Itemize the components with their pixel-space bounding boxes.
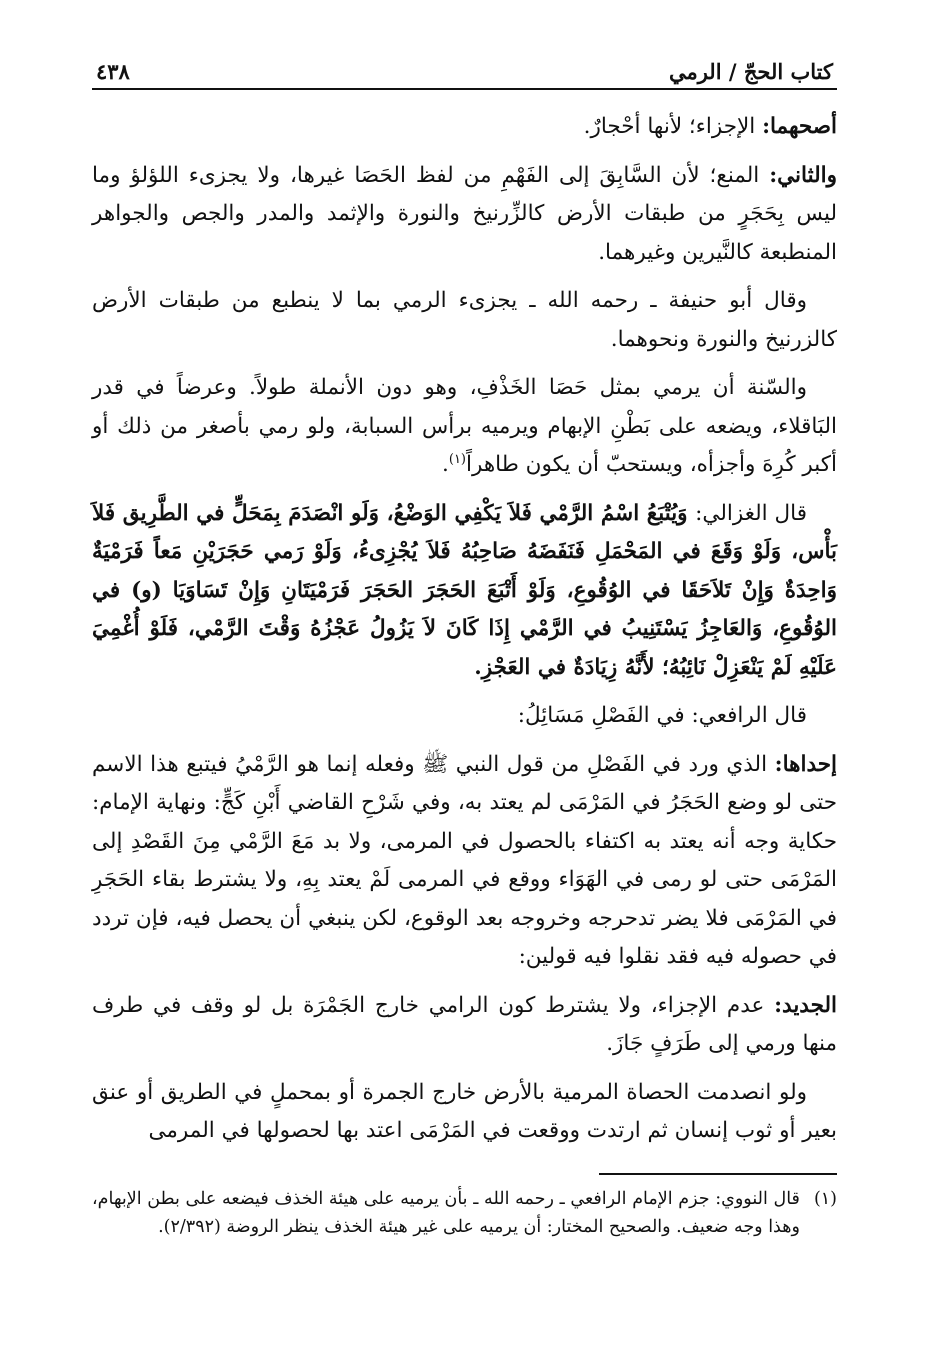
paragraph-lead: الجديد: bbox=[774, 992, 837, 1018]
paragraph-text: الذي ورد في الفَصْلِ من قول النبي ﷺ وفعله إنما هو الرَّمْيُ فيتبع هذا الاسم حتى لو وضع الحَجَرُ في المَرْمَى لم يعتد به، وفي شَرْحِ القاضي أَبْنِ كَجٍّ: ونهاية الإمام: حكاية وجه أنه يعتد به اكتفاء بالحصول في المرمى، ولا بد مَعَ الرَّمْي مِنَ القَصْدِ إلى المَرْمَى حتى لو رمى في الهَوَاء ووقع في المرمى لَمْ يعتد بِهِ، ولا يشترط بقاء الحَجَرِ في المَرْمَى فلا يضر تدحرجه وخروجه بعد الوقوع، لكن ينبغي أن يحصل فيه، فإن تردد في حصوله فيه فقد نقلوا فيه قولين: bbox=[92, 751, 837, 969]
paragraph-text: وقال أبو حنيفة ـ رحمه الله ـ يجزىء الرمي بما لا ينطبع من طبقات الأرض كالزرنيخ والنورة ونحوهما. bbox=[92, 288, 837, 352]
paragraph-insadamat bbox=[92, 1074, 837, 1151]
paragraph-sunnah bbox=[92, 369, 837, 485]
paragraph-jadid bbox=[92, 987, 837, 1064]
paragraph-text: والسّنة أن يرمي بمثل حَصَا الخَذْفِ، وهو دون الأنملة طولاً. وعرضاً في قدر البَاقلاء، ويضعه على بَطْنِ الإبهام ويرميه برأس السبابة، ولو رمي بأصغر من ذلك أو أكبر كُرِهَ وأجزأه، ويستحبّ أن يكون طاهراً bbox=[92, 375, 837, 477]
paragraph-asahhuhuma bbox=[92, 108, 837, 147]
running-title: كتاب الحجّ / الرمي bbox=[668, 59, 833, 84]
rafii-intro bbox=[92, 697, 837, 736]
paragraph-tail: . bbox=[442, 452, 449, 477]
paragraph-lead: أصحهما: bbox=[762, 114, 837, 139]
paragraph-lead: والثاني: bbox=[769, 162, 837, 188]
ghazali-quote bbox=[92, 495, 837, 688]
footnote-divider bbox=[599, 1173, 837, 1175]
paragraph-text: المنع؛ لأن السَّابِقَ إلى الفَهْمِ من لفظ الحَصَا غيرها، ولا يجزىء اللؤلؤ وما ليس بِحَجَرٍ من طبقات الأرض كالزِّرنيخ والنورة والإثمد والمدر والجص والجواهر المنطبعة كالنَّيرين وغيرهما. bbox=[92, 162, 837, 265]
footnote-text: قال النووي: جزم الإمام الرافعي ـ رحمه الله ـ بأن يرميه على هيئة الخذف فيضعه على بطن الإبهام، وهذا وجه ضعيف. والصحيح المختار: أن يرميه على غير هيئة الخذف ينظر الروضة (٢/٣٩٢). bbox=[92, 1189, 800, 1237]
paragraph-text: الإجزاء؛ لأنها أحْجارٌ. bbox=[583, 114, 763, 139]
page-header bbox=[92, 40, 837, 90]
rafii-text: في الفَصْلِ مَسَائِلُ: bbox=[517, 703, 692, 728]
paragraph-thani bbox=[92, 157, 837, 273]
book-page bbox=[92, 40, 837, 1332]
main-text bbox=[92, 108, 837, 1151]
footnote-reference: (١) bbox=[448, 451, 466, 467]
paragraph-text: ولو انصدمت الحصاة المرمية بالأرض خارج الجمرة أو بمحملٍ في الطريق أو عنق بعير أو ثوب إنسان ثم ارتدت ووقعت في المَرْمَى اعتد بها لحصولها في المرمى bbox=[92, 1079, 837, 1143]
paragraph-abu-hanifa bbox=[92, 282, 837, 359]
paragraph-lead: إحداها: bbox=[774, 751, 837, 777]
footnotes bbox=[92, 1185, 837, 1241]
page-number: ٤٣٨ bbox=[96, 59, 130, 84]
footnote-number: (١) bbox=[813, 1189, 837, 1209]
rafii-label: قال الرافعي: bbox=[691, 703, 807, 728]
ghazali-text: وَيُتْبَعُ اسْمُ الرَّمْي فَلاَ يَكْفِي الوَضْعُ، وَلَو انْصَدَمَ بِمَحَلٍّ في الطَّرِيق فَلاَ بَأْس، وَلَوْ وَقَعَ في المَحْمَلِ فَنَفَضَهُ صَاحِبُهُ فَلاَ يُجْزِىءُ، وَلَوْ رَمي حَجَرَيْنِ مَعاً فَرَمْيَةٌ وَاحِدَةٌ وَإِنْ تَلاَحَقَا في الوُقُوعِ، وَلَوْ أَتْبَعَ الحَجَرَ الحَجَرَ فَرَمْيَتَانِ وَإِنْ تَسَاوَيَا (و) في الوُقُوعِ، وَالعَاجِزُ يَسْتَنِيبُ في الرَّمْي إِذَا كَانَ لاَ يَزُولُ عَجْزُهُ وَقْتَ الرَّمْي، فَلَوْ أُغْمِيَ عَلَيْهِ لَمْ يَنْعَزِلْ نَائِبُهُ؛ لأَنَّهُ زِيَادَةٌ في العَجْزِ. bbox=[92, 500, 837, 680]
paragraph-ihdaha bbox=[92, 746, 837, 977]
ghazali-label: قال الغزالي: bbox=[695, 500, 807, 526]
paragraph-text: عدم الإجزاء، ولا يشترط كون الرامي خارج الجَمْرَة بل لو وقف في طرف منها ورمي إلى طَرَفٍ جَازَ. bbox=[92, 992, 837, 1056]
footnote-item bbox=[92, 1185, 837, 1241]
